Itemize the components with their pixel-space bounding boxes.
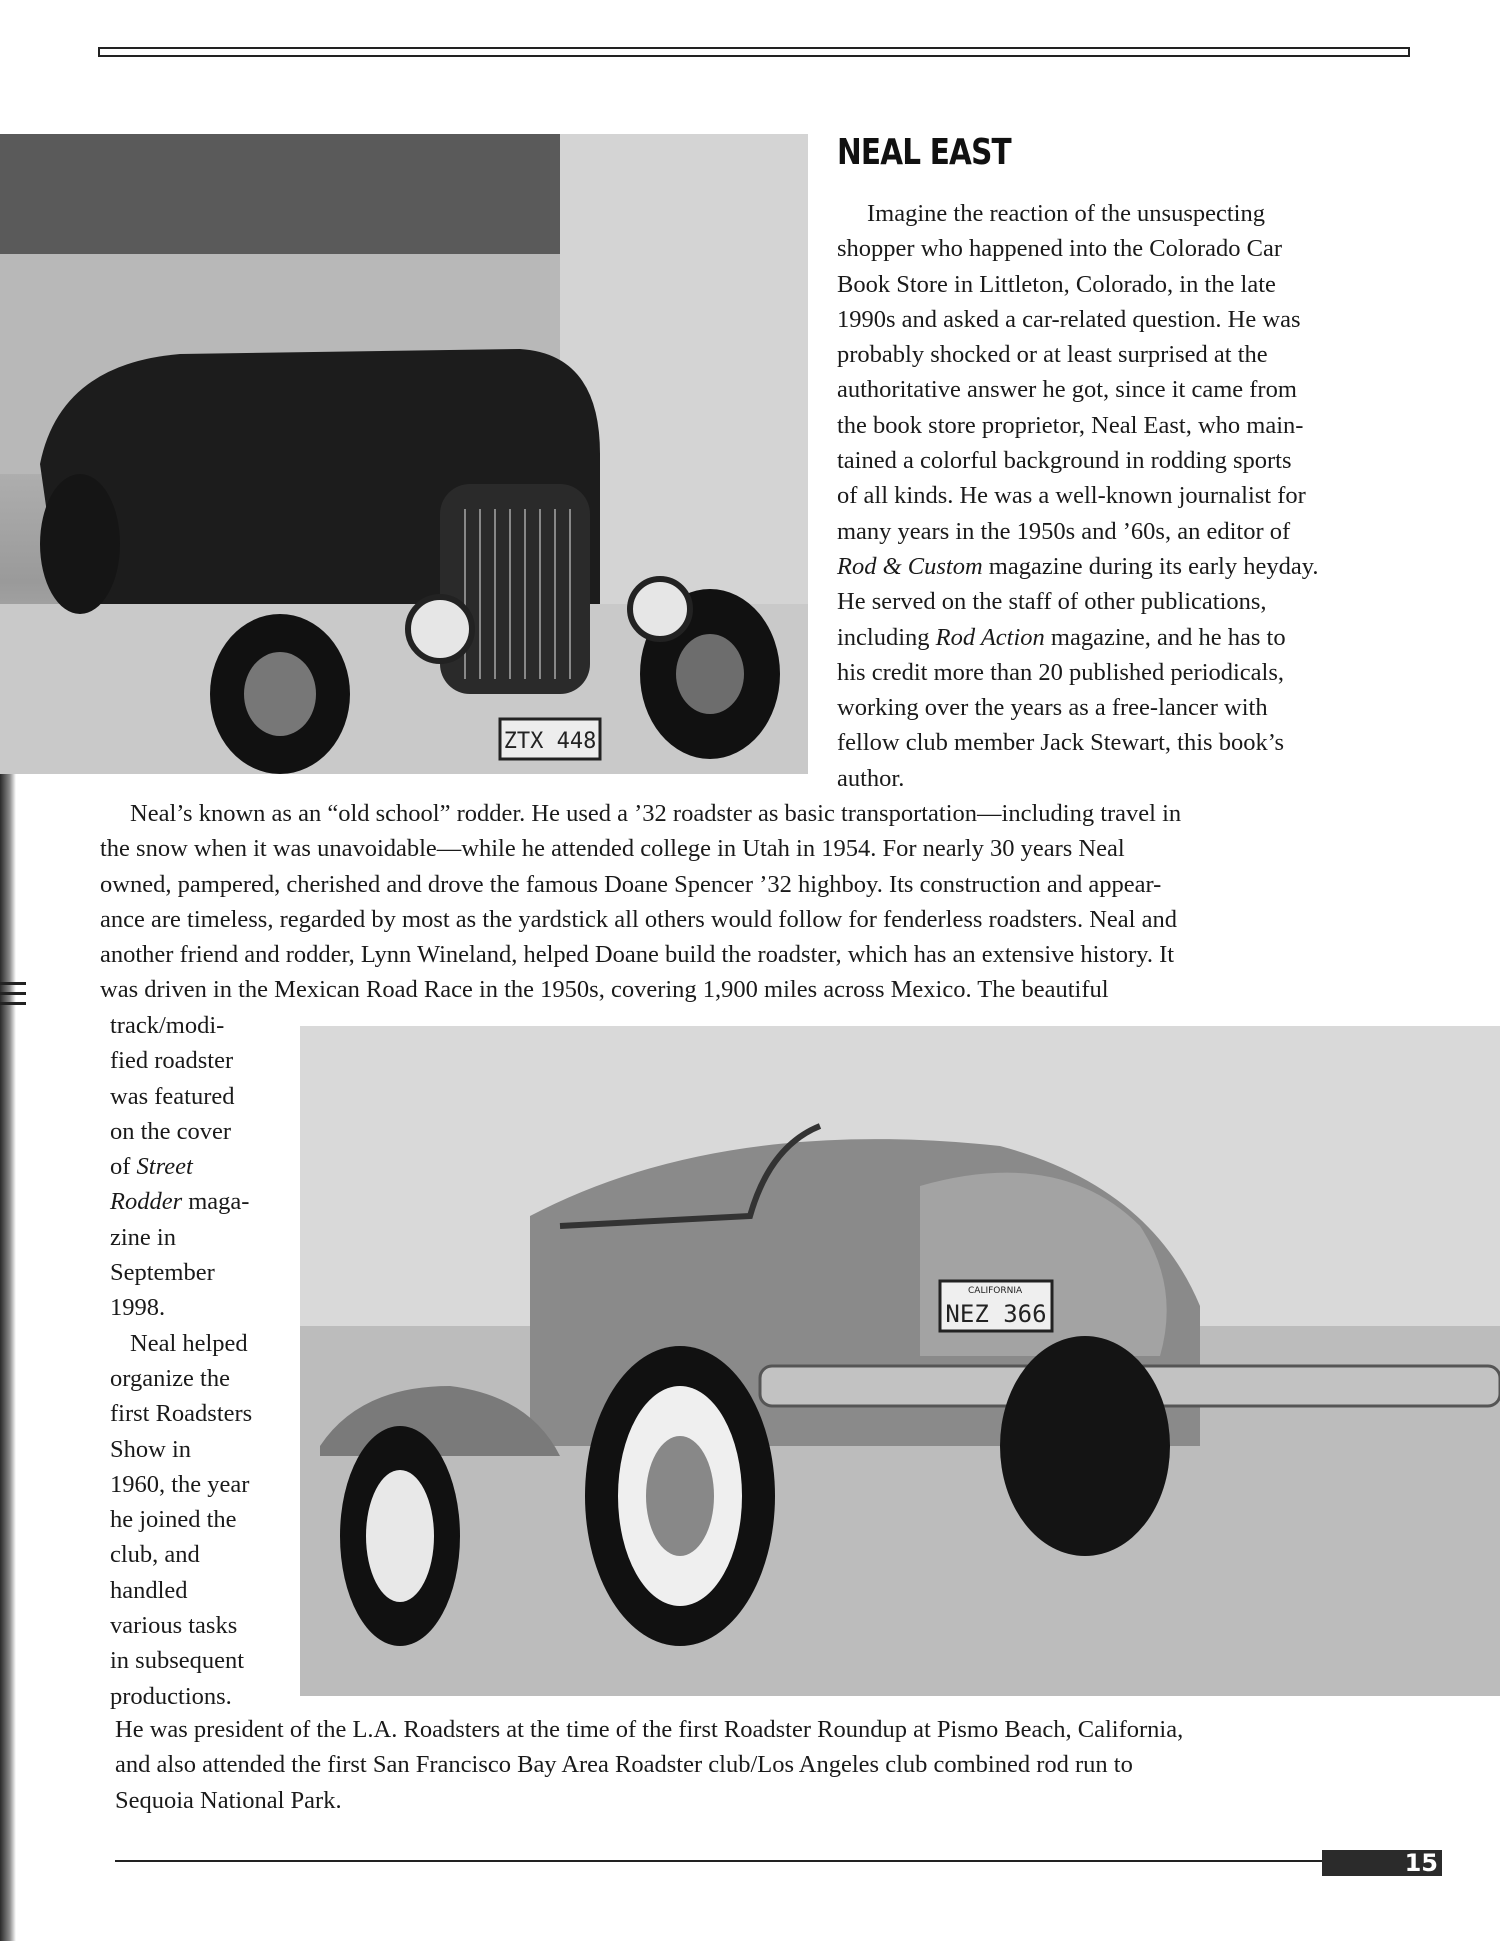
text-line: Book Store in Littleton, Colorado, in the late xyxy=(837,270,1276,298)
text-line: owned, pampered, cherished and drove the famous Doane Spencer ’32 highboy. Its construction and appear- xyxy=(100,870,1162,898)
plate-text-top: ZTX 448 xyxy=(503,729,597,754)
text-line: club, and xyxy=(110,1541,200,1569)
text-fragment: of xyxy=(110,1153,137,1181)
page-number: 15 xyxy=(1322,1850,1442,1876)
text-line: in subsequent xyxy=(110,1647,245,1675)
photo-highboy-roadster xyxy=(0,134,808,774)
text-line: He served on the staff of other publications, xyxy=(837,588,1267,616)
text-line: was featured xyxy=(110,1082,235,1110)
text-line: another friend and rodder, Lynn Wineland, helped Doane build the roadster, which has an extensive history. It xyxy=(100,941,1175,969)
photo-fendered-roadster xyxy=(300,1026,1500,1696)
text-fragment: maga- xyxy=(182,1188,250,1216)
text-line: his credit more than 20 published periodicals, xyxy=(837,658,1285,686)
text-line: he joined the xyxy=(110,1506,237,1534)
text-line: the snow when it was unavoidable—while he attended college in Utah in 1954. For nearly 30 years Neal xyxy=(100,835,1125,863)
text-line: the book store proprietor, Neal East, who main- xyxy=(837,411,1304,439)
text-line: He was president of the L.A. Roadsters at the time of the first Roadster Roundup at Pismo Beach, California, xyxy=(115,1716,1184,1743)
text-line: Neal helped xyxy=(130,1329,248,1357)
closing-paragraph xyxy=(115,1712,1415,1818)
text-line xyxy=(110,1149,288,1184)
text-line: many years in the 1950s and ’60s, an editor of xyxy=(837,517,1291,545)
text-line: was driven in the Mexican Road Race in the 1950s, covering 1,900 miles across Mexico. The beautiful xyxy=(100,976,1109,1004)
text-line: author. xyxy=(837,764,905,792)
text-line: various tasks xyxy=(110,1612,238,1640)
magazine-title: Rod Action xyxy=(935,623,1045,651)
text-line: productions. xyxy=(110,1682,232,1710)
text-line: 1990s and asked a car-related question. He was xyxy=(837,305,1301,333)
spine-mark xyxy=(0,1002,26,1005)
text-line: Sequoia National Park. xyxy=(115,1786,342,1814)
text-fragment: including xyxy=(837,623,936,651)
text-line: zine in xyxy=(110,1223,176,1251)
text-line: September xyxy=(110,1259,215,1287)
text-line xyxy=(837,620,1409,655)
text-line: track/modi- xyxy=(110,1012,225,1039)
text-line: ance are timeless, regarded by most as the yardstick all others would follow for fenderless roadsters. Neal and xyxy=(100,905,1177,933)
text-line xyxy=(837,549,1409,584)
text-line: shopper who happened into the Colorado Car xyxy=(837,235,1282,263)
magazine-title: Rod & Custom xyxy=(837,552,983,580)
text-line: working over the years as a free-lancer with xyxy=(837,694,1268,722)
spine-mark xyxy=(0,982,26,985)
header-rule xyxy=(98,47,1410,57)
text-line: first Roadsters xyxy=(110,1400,253,1428)
text-line xyxy=(110,1184,288,1219)
text-line: Imagine the reaction of the unsuspecting xyxy=(867,200,1265,227)
text-line: tained a colorful background in rodding sports xyxy=(837,447,1292,475)
text-line: probably shocked or at least surprised at the xyxy=(837,341,1268,369)
plate-state-bottom: CALIFORNIA xyxy=(968,1286,1023,1296)
text-fragment: magazine during its early heyday. xyxy=(982,552,1319,580)
intro-paragraph xyxy=(837,196,1409,796)
plate-text-bottom: NEZ 366 xyxy=(945,1300,1047,1328)
footer-rule xyxy=(115,1860,1322,1862)
magazine-title: Rodder xyxy=(110,1188,183,1216)
text-line: handled xyxy=(110,1576,188,1604)
text-line: fied roadster xyxy=(110,1047,234,1075)
text-line: Neal’s known as an “old school” rodder. He used a ’32 roadster as basic transportation—including travel in xyxy=(130,800,1182,827)
text-line: organize the xyxy=(110,1364,230,1392)
text-line: fellow club member Jack Stewart, this book’s xyxy=(837,729,1285,757)
text-fragment: magazine, and he has to xyxy=(1044,623,1286,651)
spine-mark xyxy=(0,992,26,995)
section-heading: NEAL EAST xyxy=(837,132,1011,173)
text-line: on the cover xyxy=(110,1117,232,1145)
text-line: 1998. xyxy=(110,1294,166,1322)
wrapped-column xyxy=(110,1008,288,1714)
text-line: authoritative answer he got, since it came from xyxy=(837,376,1297,404)
magazine-title: Street xyxy=(136,1153,193,1181)
text-line: Show in xyxy=(110,1435,192,1463)
body-paragraph xyxy=(100,796,1400,1008)
text-line: of all kinds. He was a well-known journalist for xyxy=(837,482,1306,510)
text-line: 1960, the year xyxy=(110,1470,250,1498)
text-line: and also attended the first San Francisco Bay Area Roadster club/Los Angeles club combined rod run to xyxy=(115,1751,1133,1779)
